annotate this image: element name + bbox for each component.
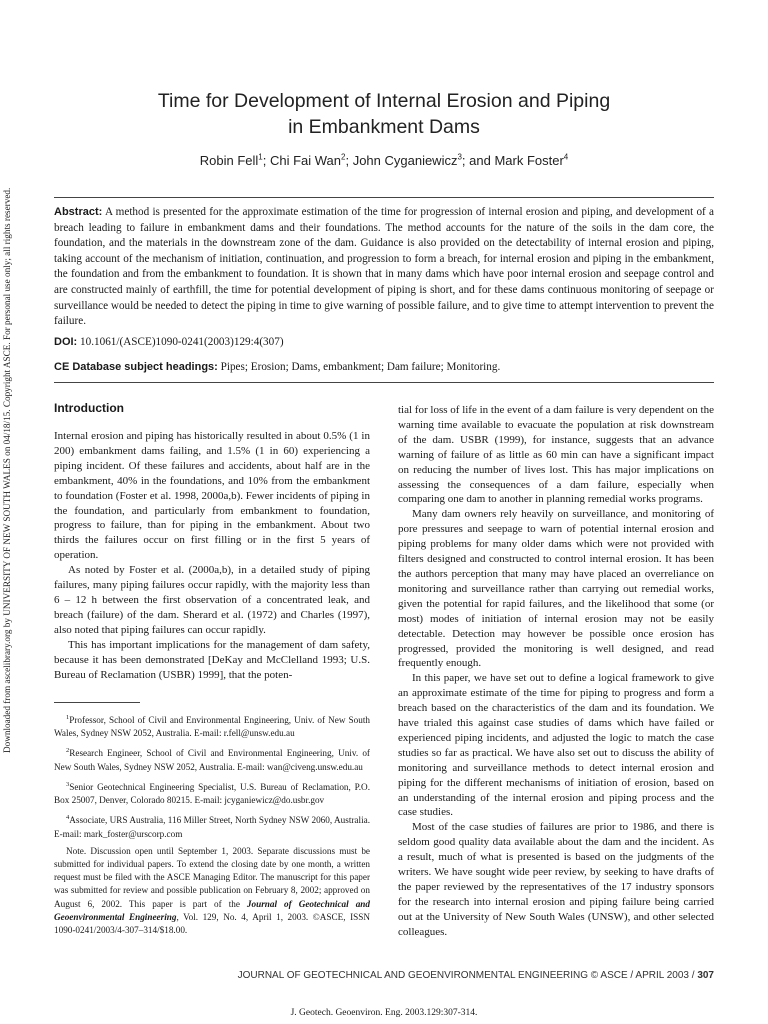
title-line-1: Time for Development of Internal Erosion and Piping: [157, 90, 611, 112]
author: Chi Fai Wan$^2$;: [269, 153, 353, 169]
left-column: [54, 401, 370, 682]
paper-title: [54, 88, 714, 140]
subject-headings-label: CE Database subject headings:: [54, 361, 218, 373]
body-paragraph: In this paper, we have set out to define a logical framework to give an approximate estimate of the time for piping to progress and form a breach based on the characteristics of the dam and its foundation. We have trialed this against case studies of dams which have failed or experienced piping incidents, and adjusted the logic to match the case studies so far as practical. We have also set out to discuss the ability of monitoring and surveillance methods to detect internal erosion and piping for the different mechanisms of initiation of erosion, based on an understanding of the internal erosion and piping process and the case studies.: [398, 672, 714, 819]
footnote: $^4$Associate, URS Australia, 116 Miller Street, North Sydney NSW 2060, Australia. E-mail: mark_foster@urscorp.com: [54, 814, 370, 839]
author-list: [54, 153, 714, 168]
subject-headings-value: Pipes; Erosion; Dams, embankment; Dam failure; Monitoring.: [220, 361, 501, 373]
download-notice: Downloaded from ascelibrary.org by UNIVERSITY OF NEW SOUTH WALES on 04/18/15. Copyright ASCE. For personal use only; all rights reserved.: [2, 187, 12, 753]
right-column: [398, 403, 714, 940]
abstract-label: Abstract:: [54, 206, 103, 218]
page-number: 307: [697, 970, 714, 981]
citation-line: J. Geotech. Geoenviron. Eng. 2003.129:307-314.: [290, 1008, 478, 1018]
doi-label: DOI:: [54, 336, 78, 348]
author: Robin Fell$^1$;: [199, 153, 270, 169]
abstract-bottom-divider: [54, 382, 714, 383]
footnotes: [54, 702, 370, 941]
title-line-2: in Embankment Dams: [288, 116, 480, 138]
body-paragraph: Most of the case studies of failures are prior to 1986, and there is seldom good quality data available about the dam and the incident. As a result, much of what is presented is based on the judgments of the writers. We have sought wide peer review, by seeking to have drafts of the paper reviewed by the representatives of the 17 industry sponsors for the research into internal erosion and piping failure being carried out at the University of New South Wales (UNSW), and other selected colleagues.: [398, 821, 714, 938]
abstract-text: A method is presented for the approximate estimation of the time for progression of internal erosion and piping, and development of a breach leading to failure in embankment dams and their foundations. The method accounts for the nature of the soils in the dam core, the foundation, and the materials in the downstream zone of the dam. Guidance is also provided on the detectability of internal erosion and piping, taking account of the mechanism of initiation, continuation, and progression to form a breach, for internal erosion and piping in the embankment, the foundation and from the embankment to foundation. It is shown that in many dams which have poor internal erosion and seepage control and are constructed mainly of earthfill, the time for potential development of piping is short, and for these dams continuous monitoring of seepage or surveillance would be needed to detect the piping in time to give warning of possible failure, and to give time to attempt intervention to prevent the failure.: [54, 206, 714, 328]
top-divider: [54, 197, 714, 198]
body-paragraph: Internal erosion and piping has historically resulted in about 0.5% (1 in 200) embankment dams failing, and 1.5% (1 in 60) experiencing a piping incident. Of these failures and accidents, about half are in the embankment, 40% in the foundations, and 10% from the embankment to foundation (Foster et al. 1998, 2000a,b). Fewer incidents of piping in the foundation, and particularly from embankment to foundation, progress to failure, than for piping in the embankment. About two thirds the failures occur on first filling or in the first 5 years of operation.: [54, 430, 370, 562]
body-paragraph: As noted by Foster et al. (2000a,b), in a detailed study of piping failures, many piping failures occur rapidly, with the majority less than 6 – 12 h between the first observation of a concentrated leak, and breach (failure) of the dam. Sherard et al. (1972) and Charles (1997), also noted that piping failures can occur rapidly.: [54, 564, 370, 636]
journal-footer: [54, 970, 714, 981]
footnote-divider: [54, 702, 140, 703]
editorial-note: Note. Discussion open until September 1, 2003. Separate discussions must be submitted for individual papers. To extend the closing date by one month, a written request must be filed with the ASCE Managing Editor. The manuscript for this paper was submitted for review and possible publication on February 8, 2002; approved on August 6, 2002. This paper is part of the Journal of Geotechnical and Geoenvironmental Engineering, Vol. 129, No. 4, April 1, 2003. ©ASCE, ISSN 1090-0241/2003/4-307–314/$18.00.: [54, 845, 370, 936]
footnote: $^2$Research Engineer, School of Civil and Environmental Engineering, Univ. of New South Wales, Sydney NSW 2052, Australia. E-mail: wan@civeng.unsw.edu.au: [54, 747, 370, 772]
footnote: $^1$Professor, School of Civil and Environmental Engineering, Univ. of New South Wales, Sydney NSW 2052, Australia. E-mail: r.fell@unsw.edu.au: [54, 714, 370, 739]
subject-headings: [54, 361, 714, 373]
doi-value[interactable]: 10.1061/(ASCE)1090-0241(2003)129:4(307): [80, 336, 284, 348]
journal-footer-text: JOURNAL OF GEOTECHNICAL AND GEOENVIRONMENTAL ENGINEERING © ASCE / APRIL 2003 /: [237, 970, 698, 981]
section-heading: Introduction: [54, 401, 124, 415]
body-paragraph: This has important implications for the management of dam safety, because it has been demonstrated [DeKay and McClelland 1993; U.S. Bureau of Reclamation (USBR) 1999], that the poten-: [54, 638, 370, 681]
author: John Cyganiewicz$^3$; and: [352, 153, 495, 169]
abstract: [54, 205, 714, 330]
body-paragraph: tial for loss of life in the event of a dam failure is very dependent on the warning time available to evacuate the population at risk downstream of the dam. USBR (1999), for instance, suggests that an advance warning of failure of as little as 60 min can have a significant impact on reducing the number of lives lost. This has major implications on assessing the consequences of a dam failure, especially when comparing one dam to another in planning remedial works programs.: [398, 404, 714, 506]
footnote: $^3$Senior Geotechnical Engineering Specialist, U.S. Bureau of Reclamation, P.O. Box 25007, Denver, Colorado 80215. E-mail: jcyganiewicz@do.usbr.gov: [54, 780, 370, 806]
author: Mark Foster$^4$: [494, 153, 569, 169]
doi-line: [54, 336, 714, 348]
body-paragraph: Many dam owners rely heavily on surveillance, and monitoring of pore pressures and seepage to warn of potential internal erosion and piping problems for many older dams which were not provided with filters designed and constructed to control internal erosion. It has been the authors perception that many may have placed an overreliance on monitoring and surveillance rather than carrying out remedial works, given the potential for rapid failures, and the likelihood that some (or most) modes of initiation of internal erosion may not be easily detectable. Detection may however be possible once erosion has progressed, provided the monitoring is well designed, and read frequently enough.: [398, 508, 714, 670]
